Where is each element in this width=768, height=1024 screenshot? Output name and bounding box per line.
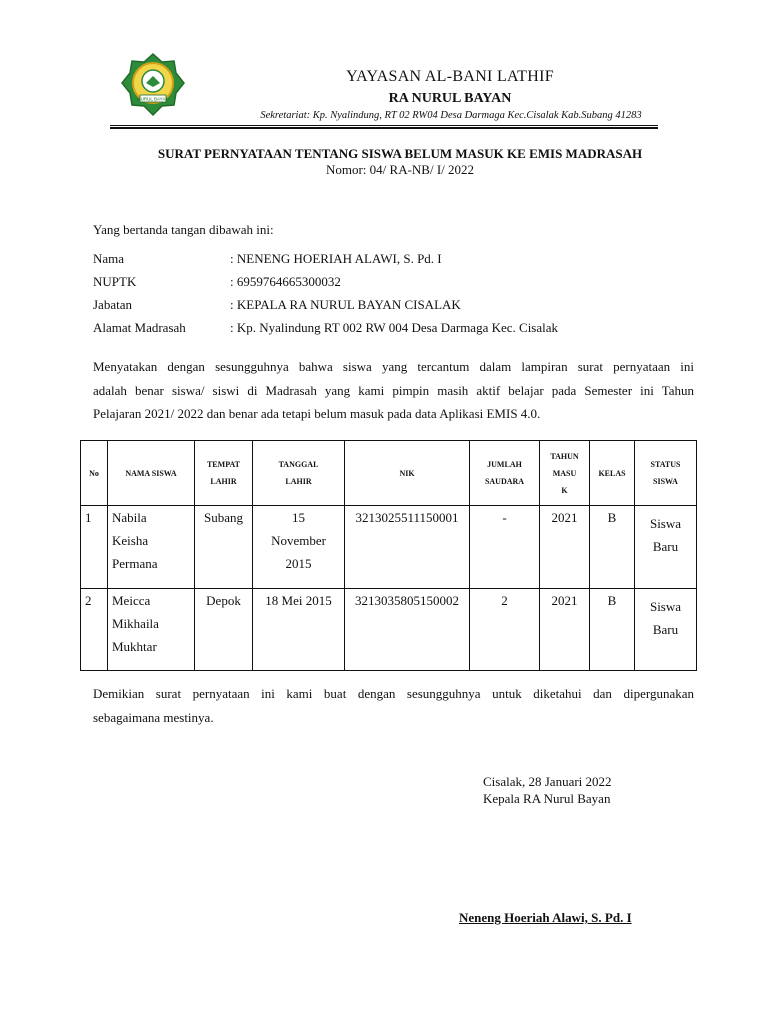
header-tahun-masuk: TAHUN MASU K xyxy=(540,441,590,506)
field-label-nama: Nama xyxy=(93,251,125,266)
logo-text: NURUL BAYAN xyxy=(137,96,169,102)
statement-line-1: Menyatakan dengan sesungguhnya bahwa siswa yang tercantum dalam lampiran surat pernyataan ini xyxy=(93,359,694,374)
field-value-alamat: : Kp. Nyalindung RT 002 RW 004 Desa Darmaga Kec. Cisalak xyxy=(230,320,559,335)
signer-name: Neneng Hoeriah Alawi, S. Pd. I xyxy=(459,910,632,925)
header-jumlah-saudara: JUMLAH SAUDARA xyxy=(470,441,540,506)
cell-nama: Nabila Keisha Permana xyxy=(108,506,195,589)
closing-line-1: Demikian surat pernyataan ini kami buat dengan sesungguhnya untuk diketahui dan dipergunakan xyxy=(93,686,694,701)
cell-tahun-masuk: 2021 xyxy=(540,589,590,671)
intro-text: Yang bertanda tangan dibawah ini: xyxy=(93,222,274,237)
document-number: Nomor: 04/ RA-NB/ I/ 2022 xyxy=(325,162,475,177)
cell-nama: Meicca Mikhaila Mukhtar xyxy=(108,589,195,671)
place-date: Cisalak, 28 Januari 2022 xyxy=(483,774,612,789)
school-name: RA NURUL BAYAN xyxy=(388,91,512,106)
header-divider-thin xyxy=(110,125,658,126)
closing-line-2: sebagaimana mestinya. xyxy=(93,710,214,725)
header-nama-siswa: NAMA SISWA xyxy=(108,441,195,506)
document-title: SURAT PERNYATAAN TENTANG SISWA BELUM MASUK KE EMIS MADRASAH xyxy=(157,146,643,161)
cell-no: 2 xyxy=(81,589,108,671)
secretariat-address: Sekretariat: Kp. Nyalindung, RT 02 RW04 Desa Darmaga Kec.Cisalak Kab.Subang 41283 xyxy=(260,110,642,121)
field-label-jabatan: Jabatan xyxy=(93,297,132,312)
header-tanggal-lahir: TANGGAL LAHIR xyxy=(253,441,345,506)
cell-nik: 3213025511150001 xyxy=(345,506,470,589)
statement-line-2: adalah benar siswa/ siswi di Madrasah yang kami pimpin masih aktif belajar pada Semester ini Tahun xyxy=(93,383,694,398)
cell-tahun-masuk: 2021 xyxy=(540,506,590,589)
header-no: No xyxy=(81,441,108,506)
table-row xyxy=(81,506,697,589)
statement-line-3: Pelajaran 2021/ 2022 dan benar ada tetapi belum masuk pada data Aplikasi EMIS 4.0. xyxy=(93,406,541,421)
header-status-siswa: STATUS SISWA xyxy=(635,441,697,506)
field-label-alamat: Alamat Madrasah xyxy=(93,320,186,335)
field-label-nuptk: NUPTK xyxy=(93,274,137,289)
header-divider xyxy=(110,127,658,129)
field-value-jabatan: : KEPALA RA NURUL BAYAN CISALAK xyxy=(230,297,461,312)
cell-kelas: B xyxy=(590,506,635,589)
header-nik: NIK xyxy=(345,441,470,506)
signer-role: Kepala RA Nurul Bayan xyxy=(483,791,611,806)
table-row xyxy=(81,589,697,671)
table-header-row xyxy=(81,441,697,506)
field-value-nama: : NENENG HOERIAH ALAWI, S. Pd. I xyxy=(230,251,442,266)
field-value-nuptk: : 6959764665300032 xyxy=(230,274,341,289)
cell-jumlah-saudara: - xyxy=(470,506,540,589)
student-table xyxy=(80,440,697,671)
school-logo xyxy=(120,52,186,118)
cell-no: 1 xyxy=(81,506,108,589)
cell-status: Siswa Baru xyxy=(635,506,697,589)
header-tempat-lahir: TEMPAT LAHIR xyxy=(195,441,253,506)
cell-jumlah-saudara: 2 xyxy=(470,589,540,671)
cell-status: Siswa Baru xyxy=(635,589,697,671)
header-kelas: KELAS xyxy=(590,441,635,506)
cell-tempat-lahir: Depok xyxy=(195,589,253,671)
cell-kelas: B xyxy=(590,589,635,671)
organization-name: YAYASAN AL-BANI LATHIF xyxy=(346,68,554,85)
cell-tanggal-lahir: 15 November 2015 xyxy=(253,506,345,589)
cell-nik: 3213035805150002 xyxy=(345,589,470,671)
cell-tanggal-lahir: 18 Mei 2015 xyxy=(253,589,345,671)
cell-tempat-lahir: Subang xyxy=(195,506,253,589)
